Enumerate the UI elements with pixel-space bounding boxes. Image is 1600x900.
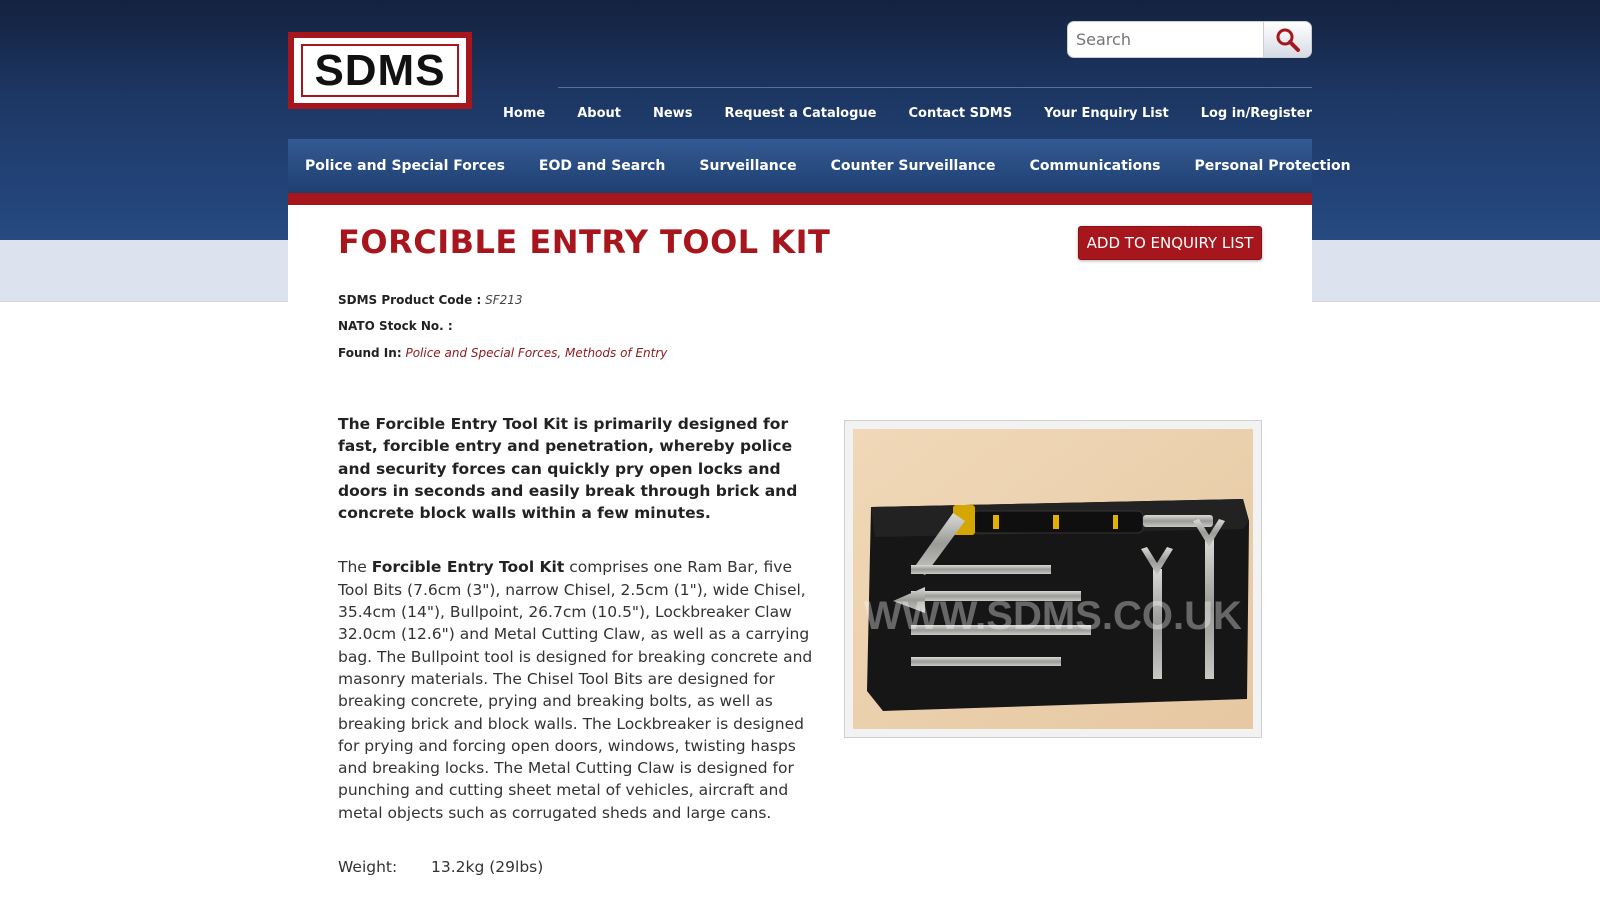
site-logo[interactable] (288, 32, 472, 109)
nav-news[interactable]: News (652, 106, 693, 121)
product-title: FORCIBLE ENTRY TOOL KIT (338, 223, 831, 261)
product-lead: The Forcible Entry Tool Kit is primarily designed for fast, forcible entry and penetration, whereby police and security forces can quickly pry open locks and doors in seconds and easily break through brick and concrete block walls within a few minutes. (338, 415, 798, 523)
product-code (338, 293, 523, 307)
nav-home[interactable]: Home (503, 106, 546, 121)
found-in-separator: , (557, 346, 565, 360)
body-bold: Forcible Entry Tool Kit (371, 558, 565, 577)
top-navigation (503, 87, 1312, 137)
weight-value: 13.2kg (29lbs) (431, 858, 544, 877)
product-weight (338, 856, 816, 878)
add-to-enquiry-button[interactable]: ADD TO ENQUIRY LIST (1078, 226, 1262, 260)
search-input[interactable] (1067, 21, 1263, 58)
search-form (1067, 21, 1312, 58)
nav-contact[interactable]: Contact SDMS (908, 106, 1013, 121)
nav-login-register[interactable]: Log in/Register (1200, 106, 1312, 121)
logo-text: SDMS (301, 44, 459, 97)
category-eod-search[interactable]: EOD and Search (538, 158, 666, 174)
body-prefix: The (338, 558, 372, 577)
nato-stock-label: NATO Stock No. : (338, 319, 453, 333)
category-navigation (288, 139, 1351, 193)
product-body (338, 556, 816, 824)
product-code-value: SF213 (485, 293, 523, 307)
category-communications[interactable]: Communications (1029, 158, 1161, 174)
search-icon (1275, 27, 1301, 53)
category-surveillance[interactable]: Surveillance (699, 158, 797, 174)
image-watermark: WWW.SDMS.CO.UK (864, 594, 1242, 638)
found-in-link-police[interactable]: Police and Special Forces (405, 346, 558, 360)
product-code-label: SDMS Product Code : (338, 293, 482, 307)
nav-request-catalogue[interactable]: Request a Catalogue (724, 106, 877, 121)
product-image (853, 429, 1253, 729)
category-bar-accent (288, 193, 1312, 205)
category-counter-surveillance[interactable]: Counter Surveillance (830, 158, 996, 174)
category-police-special-forces[interactable]: Police and Special Forces (305, 158, 505, 174)
found-in-link-methods-of-entry[interactable]: Methods of Entry (565, 346, 668, 360)
category-personal-protection[interactable]: Personal Protection (1194, 158, 1351, 174)
nav-enquiry-list[interactable]: Your Enquiry List (1044, 106, 1169, 121)
found-in (338, 346, 667, 360)
found-in-label: Found In: (338, 346, 402, 360)
search-button[interactable] (1263, 21, 1312, 58)
weight-label: Weight: (338, 858, 398, 877)
nato-stock-number (338, 319, 453, 333)
product-image-frame[interactable] (844, 420, 1262, 738)
body-rest: comprises one Ram Bar, five Tool Bits (7.6cm (3"), narrow Chisel, 2.5cm (1"), wide Chisel, 35.4cm (14"), Bullpoint, 26.7cm (10.5"), Lockbreaker Claw 32.0cm (12.6") and Metal Cutting Claw, as well as a carrying bag. The Bullpoint tool is designed for breaking concrete and masonry materials. The Chisel Tool Bits are designed for breaking concrete, prying and breaking bolts, as well as breaking brick and block walls. The Lockbreaker is designed for prying and forcing open doors, windows, twisting hasps and breaking locks. The Metal Cutting Claw is designed for punching and cutting sheet metal of vehicles, aircraft and metal objects such as corrugated sheds and large cans. (338, 558, 813, 822)
product-content (288, 205, 1312, 900)
nav-about[interactable]: About (577, 106, 621, 121)
product-description (338, 413, 816, 878)
